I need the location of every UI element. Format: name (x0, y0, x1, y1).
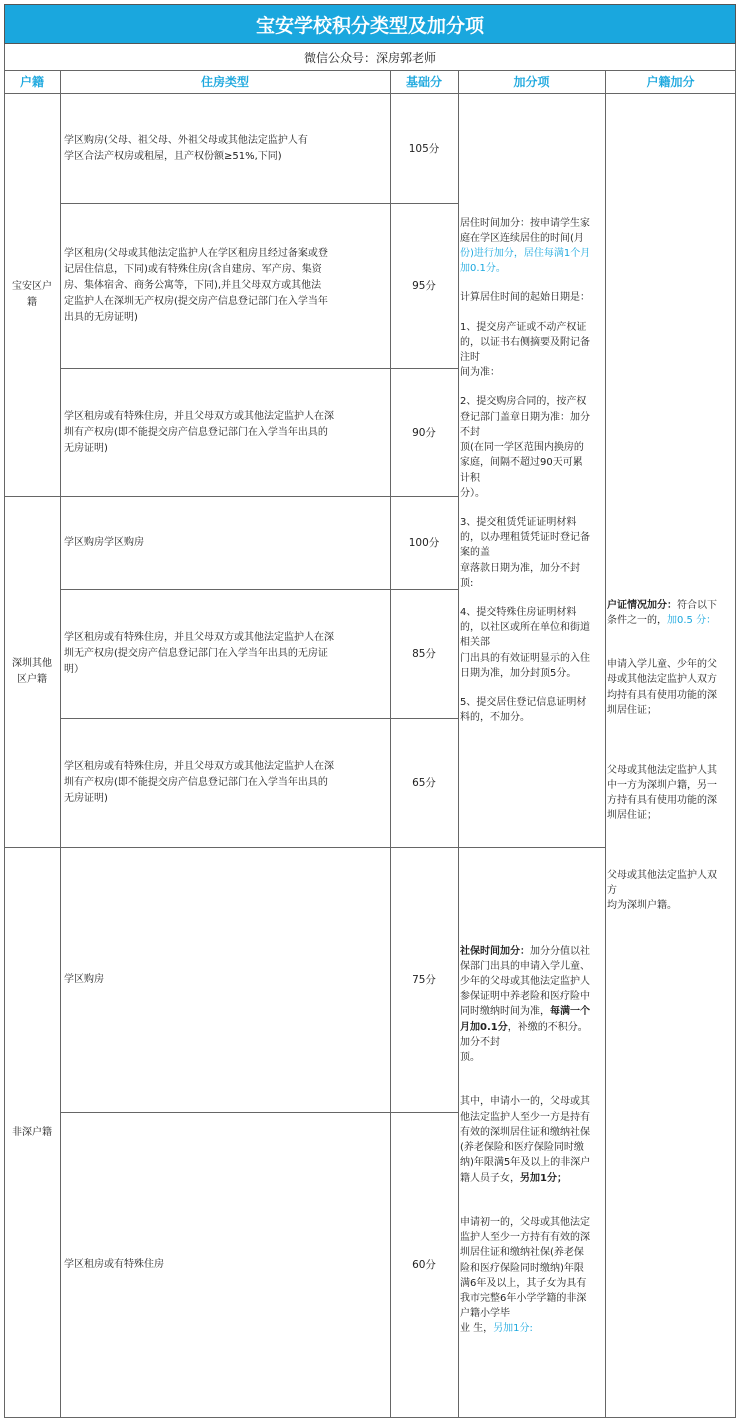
social-bonus-junior-text: 申请初一的，父母或其他法定 监护人至少一方持有有效的深 圳居住证和缴纳社保(养老保 险和医疗保险同时缴纳)年限 满6年及以上，其子女为具有 我市完整6年小学学籍的非深 户籍小学毕 业 生， (460, 1216, 590, 1335)
residence-rule-5: 5、提交居住登记信息证明材 料的，不加分。 (460, 696, 587, 724)
score-row-2: 95分 (412, 280, 436, 292)
hukou-bonus-condition-3: 父母或其他法定监护人双 方 均为深圳户籍。 (607, 869, 717, 912)
housing-row-5: 学区租房或有特殊住房，并且父母双方或其他法定监护人在深 圳无产权房(提交房产信息登记部门在入学当年出具的无房证 明） (64, 632, 334, 675)
page-title: 宝安学校积分类型及加分项 (4, 4, 736, 44)
social-bonus-label: 社保时间加分： (460, 945, 530, 957)
score-row-1: 105分 (408, 142, 440, 155)
social-bonus-text-1: 加分分值以社 保部门出具的申请入学儿童、 少年的父母或其他法定监护人 参保证明中养老险和医疗险中 同时缴纳时间为准， (460, 945, 590, 1018)
residence-bonus-cell (460, 94, 604, 847)
hukou-bonus-condition-1: 申请入学儿童、少年的父 母或其他法定监护人双方 均持有具有使用功能的深 圳居住证； (607, 659, 717, 716)
housing-row-1: 学区购房(父母、祖父母、外祖父母或其他法定监护人有 学区合法产权房或租屋，且产权份额≥51%,下同) (64, 134, 308, 162)
header-bonus: 加分项 (513, 75, 550, 89)
group-baoan-hukou: 宝安区户 籍 (12, 281, 52, 308)
residence-rule-1: 1、提交房产证或不动产权证 的，以证书右侧摘要及附记备 注时 间为准： (460, 321, 590, 379)
social-bonus-junior-extra: 另加1分: (493, 1323, 533, 1335)
hukou-bonus-value: 加0.5 分： (667, 614, 717, 626)
score-row-6: 65分 (412, 777, 436, 789)
housing-row-7: 学区购房 (64, 974, 104, 985)
header-base-score: 基础分 (405, 75, 442, 89)
social-bonus-rate: 每满一个 月加0.1分 (460, 1006, 590, 1033)
social-bonus-primary-text: 其中，申请小一的，父母或其 他法定监护人至少一方是持有 有效的深圳居住证和缴纳社保 (养老保险和医疗保险同时缴 纳)年限满5年及以上的非深户 籍人员子女， (460, 1096, 591, 1184)
header-hukou-bonus: 户籍加分 (646, 75, 695, 89)
housing-row-8: 学区租房或有特殊住房 (64, 1259, 164, 1270)
score-row-5: 85分 (412, 648, 436, 660)
social-bonus-text-1-end: ，补缴的不积分。 加分不封 顶。 (460, 1021, 588, 1064)
page-subtitle: 微信公众号：深房郭老师 (4, 44, 736, 70)
housing-row-4: 学区购房学区购房 (64, 537, 144, 548)
hukou-bonus-intro: 符合以下 条件之一的， (607, 599, 717, 626)
header-hukou: 户籍 (19, 75, 44, 89)
social-bonus-cell (460, 848, 604, 1417)
header-housing: 住房类型 (200, 75, 249, 89)
hukou-bonus-condition-2: 父母或其他法定监护人其 中一方为深圳户籍，另一 方持有具有使用功能的深 圳居住证； (607, 764, 717, 822)
score-row-3: 90分 (412, 426, 436, 439)
housing-row-6: 学区租房或有特殊住房，并且父母双方或其他法定监护人在深 圳有产权房(即不能提交房产信息登记部门在入学当年出具的 无房证明) (64, 761, 334, 804)
score-row-7: 75分 (412, 974, 436, 986)
residence-rule-3: 3、提交租赁凭证证明材料 的，以办理租赁凭证时登记备 案的盖 章落款日期为准，加分不封 顶: (460, 516, 590, 589)
score-row-8: 60分 (412, 1259, 436, 1271)
hukou-bonus-cell (607, 94, 734, 1417)
residence-rule-2: 2、提交购房合同的，按产权 登记部门盖章日期为准：加分 不封 顶(在同一学区范围内换房的 家庭，间隔不超过90天可累 计积 分）。 (460, 396, 590, 499)
group-non-shenzhen-hukou: 非深户籍 (12, 1126, 52, 1138)
housing-row-2: 学区租房(父母或其他法定监护人在学区租房且经过备案或登 记居住信息，下同)或有特殊住房(含自建房、军产房、集资 房、集体宿舍、商务公寓等，下同),并且父母双方或其他法 定监护人在深圳无产权房(提交房产信息登记部门在入学当年 出具的无房证明) (64, 248, 328, 323)
group-shenzhen-other-hukou: 深圳其他 区户籍 (12, 658, 52, 685)
housing-row-3: 学区租房或有特殊住房，并且父母双方或其他法定监护人在深 圳有产权房(即不能提交房产信息登记部门在入学当年出具的 无房证明) (64, 410, 334, 454)
social-bonus-primary-extra: 另加1分； (520, 1172, 567, 1184)
residence-bonus-intro: 居住时间加分：按申请学生家 庭在学区连续居住的时间(月 (460, 217, 590, 244)
residence-start-date: 计算居住时间的起始日期是： (460, 292, 590, 304)
score-row-4: 100分 (408, 537, 440, 549)
residence-bonus-rate: 份)进行加分，居住每满1个月 加0.1分。 (460, 248, 591, 275)
residence-rule-4: 4、提交特殊住房证明材料 的，以社区或所在单位和街道 相关部 门出具的有效证明显示的入住 日期为准，加分封顶5分。 (460, 606, 590, 679)
hukou-bonus-label: 户证情况加分： (607, 599, 677, 611)
